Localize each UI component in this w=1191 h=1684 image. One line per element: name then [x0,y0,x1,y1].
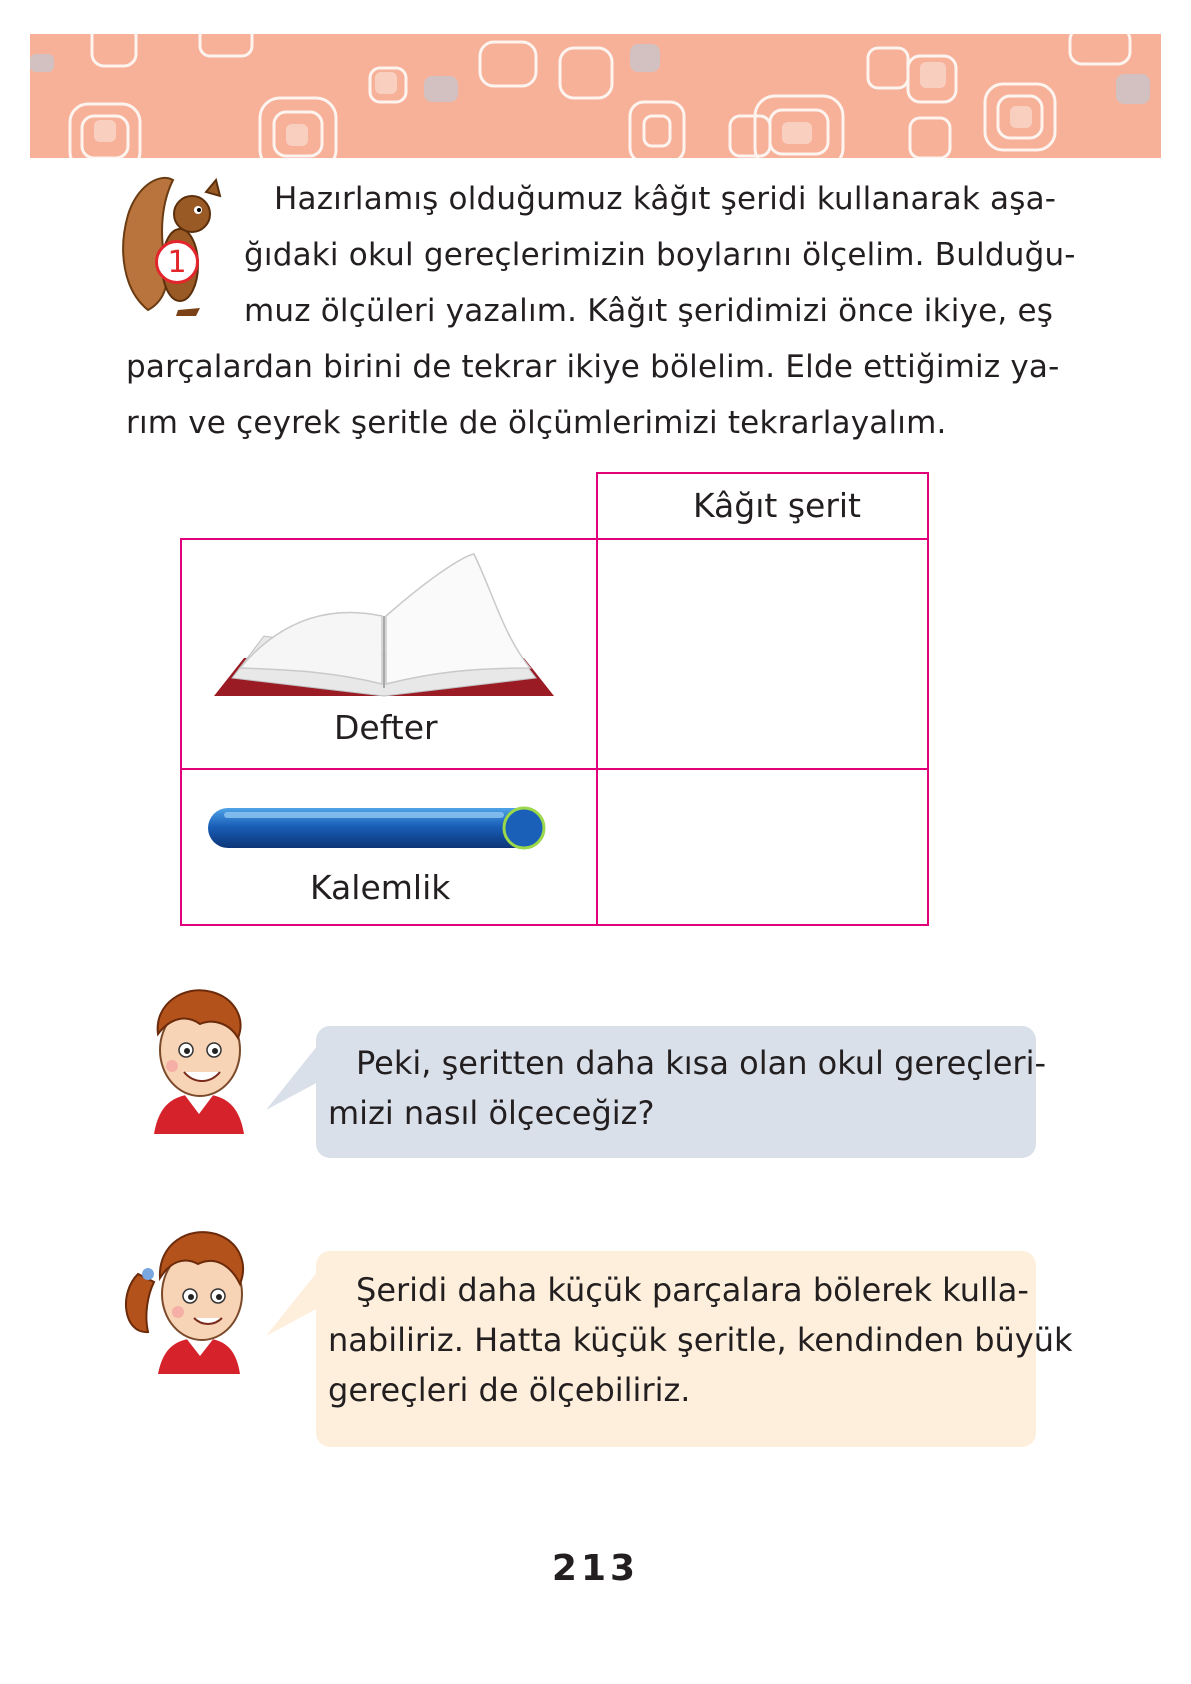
pencil-case-icon [204,800,564,860]
banner-pattern [30,34,1161,158]
activity-number: 1 [167,244,187,280]
table-row [180,768,598,926]
instruction-line-4: parçalardan birini de tekrar ikiye bölelim. Elde ettiğimiz ya- [126,349,1060,385]
item-label-defter: Defter [334,708,438,747]
page-number: 213 [551,1548,640,1589]
instruction-line-1: Hazırlamış olduğumuz kâğıt şeridi kullanarak aşa- [274,181,1057,217]
table-header-cell [596,472,929,540]
boy-line-1: Peki, şeritten daha kısa olan okul gereçleri- [356,1044,1047,1082]
activity-badge [155,240,199,284]
bubble-tail [266,1266,322,1336]
column-header: Kâğıt şerit [693,486,861,525]
instruction-line-5: rım ve çeyrek şeritle de ölçümlerimizi tekrarlayalım. [126,405,947,441]
instruction-line-3: muz ölçüleri yazalım. Kâğıt şeridimizi önce ikiye, eş [244,293,1054,329]
notebook-icon [204,546,564,706]
girl-line-2: nabiliriz. Hatta küçük şeritle, kendinden büyük [328,1321,1073,1359]
girl-character-icon [118,1214,268,1374]
instruction-line-2: ğıdaki okul gereçlerimizin boylarını ölçelim. Bulduğu- [244,237,1076,273]
girl-line-1: Şeridi daha küçük parçalara bölerek kulla- [356,1271,1029,1309]
table-row [180,538,598,770]
table-value-cell [596,768,929,926]
boy-character-icon [134,984,264,1134]
item-label-kalemlik: Kalemlik [310,868,451,907]
speech-bubble-boy [316,1026,1047,1158]
bubble-tail [266,1040,322,1110]
speech-bubble-girl [316,1251,1073,1447]
table-value-cell [596,538,929,770]
boy-line-2: mizi nasıl ölçeceğiz? [328,1094,655,1132]
header-banner [30,34,1161,158]
girl-line-3: gereçleri de ölçebiliriz. [328,1371,691,1409]
